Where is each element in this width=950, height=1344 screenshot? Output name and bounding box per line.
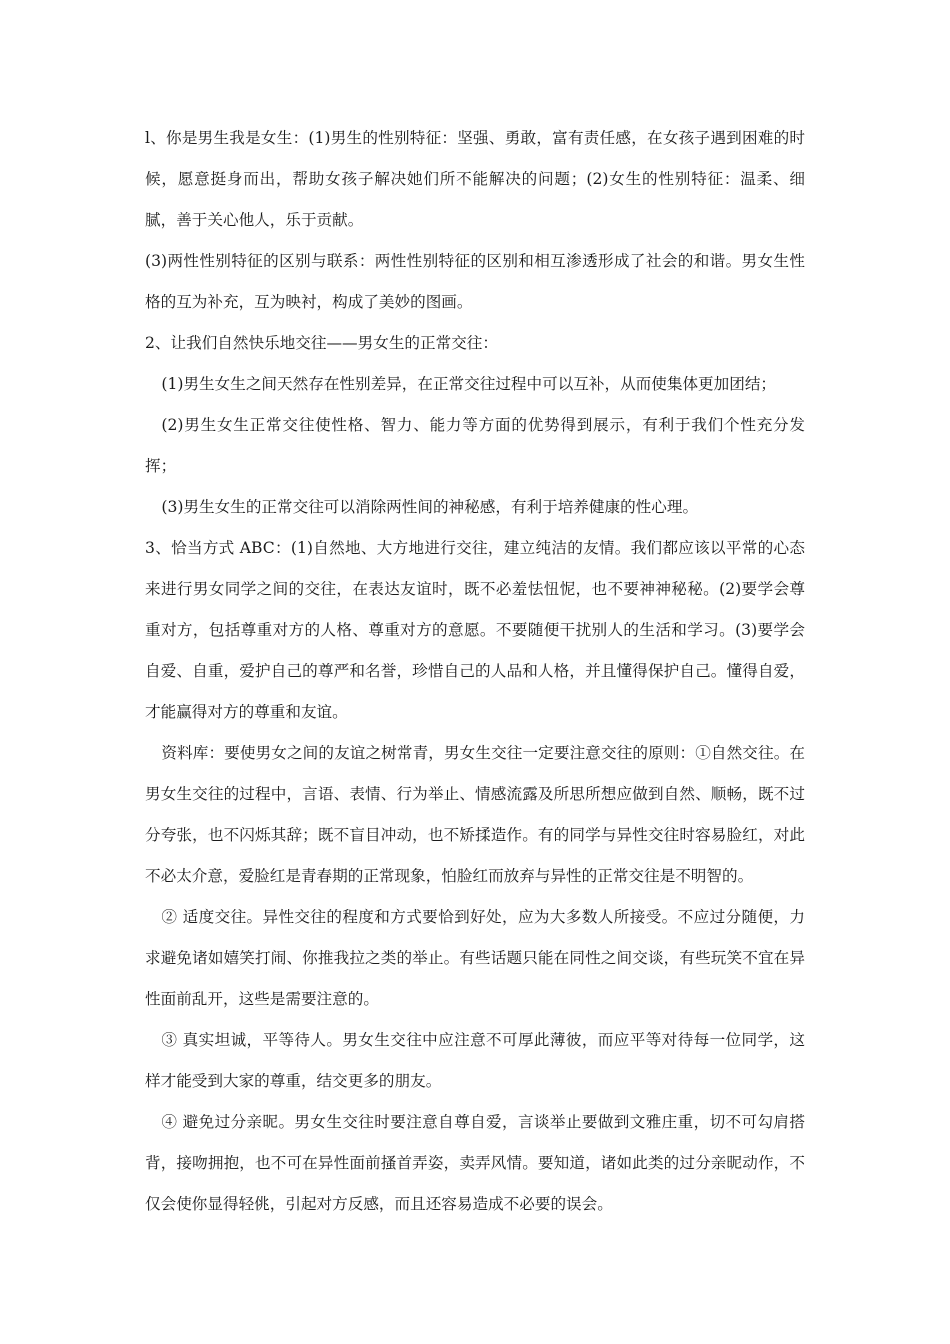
- paragraph-gender-traits: l、你是男生我是女生：(1)男生的性别特征：坚强、勇敢，富有责任感，在女孩子遇到困难的时候，愿意挺身而出，帮助女孩子解决她们所不能解决的问题；(2)女生的性别特征：温柔、细腻，善于关心他人，乐于贡献。: [145, 129, 805, 229]
- paragraph-section-2-heading: 2、让我们自然快乐地交往——男女生的正常交往：: [145, 334, 498, 352]
- paragraph-gender-relation: (3)两性性别特征的区别与联系：两性性别特征的区别和相互渗透形成了社会的和谐。男女生性格的互为补充，互为映衬，构成了美妙的图画。: [145, 252, 805, 311]
- paragraph-resource-library: 资料库：要使男女之间的友谊之树常青，男女生交往一定要注意交往的原则：①自然交往。在男女生交往的过程中，言语、表情、行为举止、情感流露及所思所想应做到自然、顺畅，既不过分夸张，也不闪烁其辞；既不盲目冲动，也不矫揉造作。有的同学与异性交往时容易脸红，对此不必太介意，爱脸红是青春期的正常现象，怕脸红而放弃与异性的正常交往是不明智的。: [145, 744, 805, 885]
- document-body: [145, 118, 805, 1225]
- paragraph-principle-3: ③ 真实坦诚，平等待人。男女生交往中应注意不可厚此薄彼，而应平等对待每一位同学，这样才能受到大家的尊重，结交更多的朋友。: [145, 1031, 805, 1090]
- paragraph-point-3: (3)男生女生的正常交往可以消除两性间的神秘感，有利于培养健康的性心理。: [161, 498, 699, 516]
- paragraph-section-3: 3、恰当方式 ABC：(1)自然地、大方地进行交往，建立纯洁的友情。我们都应该以平常的心态来进行男女同学之间的交往，在表达友谊时，既不必羞怯忸怩，也不要神神秘秘。(2)要学会尊重对方，包括尊重对方的人格、尊重对方的意愿。不要随便干扰别人的生活和学习。(3)要学会自爱、自重，爱护自己的尊严和名誉，珍惜自己的人品和人格，并且懂得保护自己。懂得自爱，才能赢得对方的尊重和友谊。: [145, 539, 805, 721]
- paragraph-point-2: (2)男生女生正常交往使性格、智力、能力等方面的优势得到展示，有利于我们个性充分发挥；: [145, 416, 805, 475]
- paragraph-principle-4: ④ 避免过分亲昵。男女生交往时要注意自尊自爱，言谈举止要做到文雅庄重，切不可勾肩搭背，接吻拥抱，也不可在异性面前搔首弄姿，卖弄风情。要知道，诸如此类的过分亲昵动作，不仅会使你显得轻佻，引起对方反感，而且还容易造成不必要的误会。: [145, 1113, 805, 1213]
- paragraph-point-1: (1)男生女生之间天然存在性别差异，在正常交往过程中可以互补，从而使集体更加团结；: [161, 375, 777, 393]
- paragraph-principle-2: ② 适度交往。异性交往的程度和方式要恰到好处，应为大多数人所接受。不应过分随便，力求避免诸如嬉笑打闹、你推我拉之类的举止。有些话题只能在同性之间交谈，有些玩笑不宜在异性面前乱开，这些是需要注意的。: [145, 908, 805, 1008]
